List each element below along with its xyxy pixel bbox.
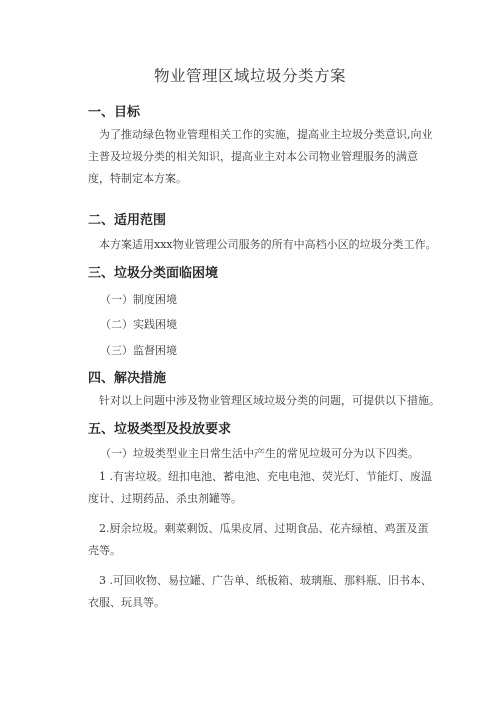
section-heading-goal: 一、目标 <box>88 105 141 120</box>
section-paragraph-measures: 针对以上问题中涉及物业管理区域垃圾分类的问题，可提供以下措施。 <box>99 394 440 407</box>
section-paragraph-scope: 本方案适用xxx物业管理公司服务的所有中高档小区的垃圾分类工作。 <box>99 238 437 251</box>
list-item-institutional: （一）制度困境 <box>100 293 177 306</box>
section-paragraph-goal: 为了推动绿色物业管理相关工作的实施，提高业主垃圾分类意识,向业主普及垃圾分类的相关知识，提高业主对本公司物业管理服务的满意度，特制定本方案。 <box>88 128 433 185</box>
list-item-kitchen: 2.厨余垃圾。剩菜剩饭、瓜果皮屑、过期食品、花卉绿植、鸡蛋及蛋壳等。 <box>88 522 429 557</box>
section-heading-measures: 四、解决措施 <box>88 371 167 386</box>
section-heading-difficulties: 三、垃圾分类面临困境 <box>88 266 219 281</box>
list-item-practical: （二）实践困境 <box>100 318 177 331</box>
section-intro-waste-types: （一）垃圾类型业主日常生活中产生的常见垃圾可分为以下四类。 <box>100 447 419 460</box>
section-heading-scope: 二、适用范围 <box>88 213 167 228</box>
document-title: 物业管理区域垃圾分类方案 <box>153 67 346 85</box>
list-item-supervision: （三）监督困境 <box>100 344 177 357</box>
section-heading-waste-types: 五、垃圾类型及投放要求 <box>88 422 232 437</box>
list-item-hazardous: 1 .有害垃圾。纽扣电池、蓄电池、充电电池、荧光灯、节能灯、废温度计、过期药品、杀虫剂罐等。 <box>88 470 432 505</box>
list-item-recyclable: 3 .可回收物、易拉罐、广告单、纸板箱、玻璃瓶、那料瓶、旧书本、衣服、玩具等。 <box>88 574 432 609</box>
